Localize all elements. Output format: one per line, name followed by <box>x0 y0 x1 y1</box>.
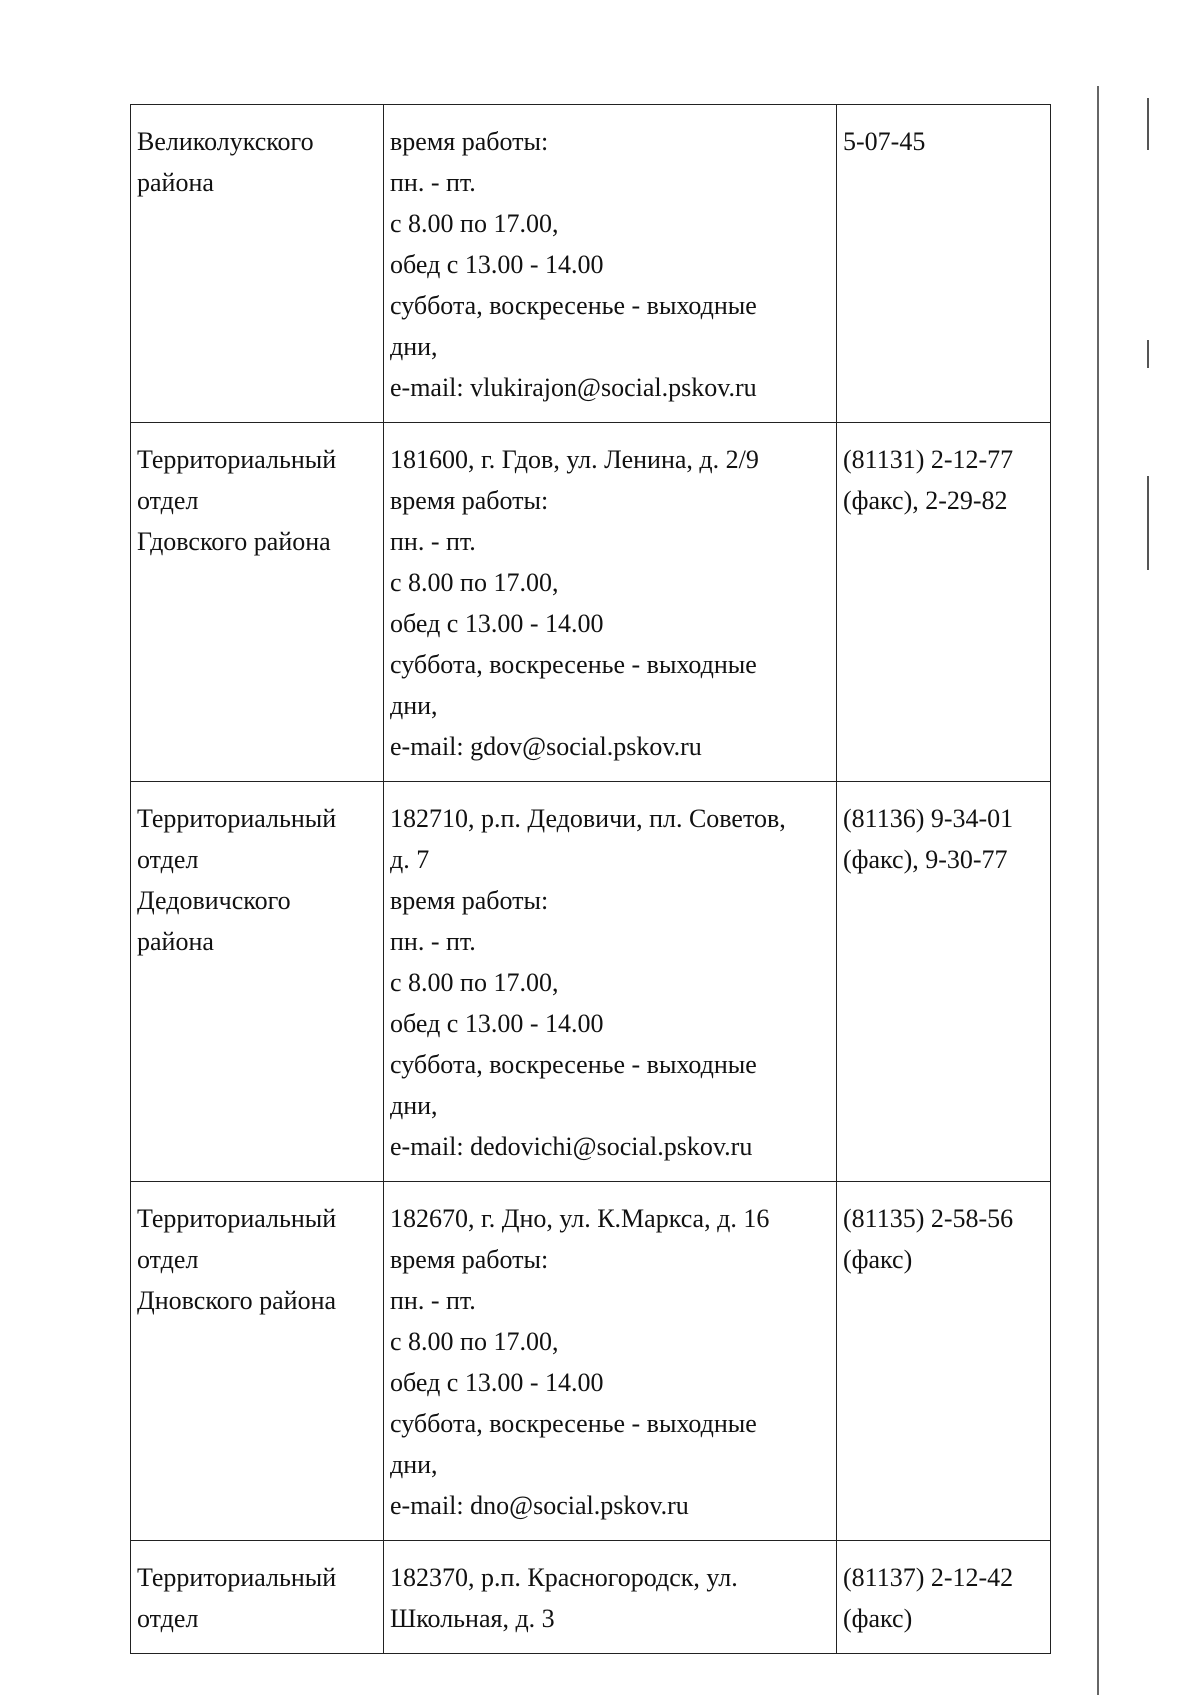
office-phone-cell <box>837 1182 1051 1541</box>
address-line: с 8.00 по 17.00, <box>390 1327 559 1356</box>
address-line: время работы: <box>390 486 549 515</box>
office-name-line: Территориальный <box>137 1204 337 1233</box>
office-name-line: отдел <box>137 1604 199 1633</box>
scan-artifact-line <box>1147 476 1149 570</box>
office-name-cell <box>131 1182 384 1541</box>
phone-line: (факс) <box>843 1604 913 1633</box>
office-phone-cell <box>837 782 1051 1182</box>
phone-line: (81135) 2-58-56 <box>843 1204 1014 1233</box>
office-name-cell <box>131 423 384 782</box>
office-name-line: Гдовского района <box>137 527 331 556</box>
office-name-line: района <box>137 927 214 956</box>
email-line: e-mail: gdov@social.pskov.ru <box>390 732 702 761</box>
office-name-line: отдел <box>137 1245 199 1274</box>
phone-line: (факс), 2-29-82 <box>843 486 1008 515</box>
address-line: пн. - пт. <box>390 927 476 956</box>
address-line: время работы: <box>390 886 549 915</box>
office-name-cell <box>131 782 384 1182</box>
address-line: обед с 13.00 - 14.00 <box>390 1009 604 1038</box>
address-line: дни, <box>390 691 438 720</box>
office-name-line: отдел <box>137 845 199 874</box>
office-phone-cell <box>837 1541 1051 1654</box>
address-line: время работы: <box>390 127 549 156</box>
office-address-cell <box>384 105 837 423</box>
office-phone-cell <box>837 423 1051 782</box>
scan-artifact-line <box>1147 340 1149 368</box>
email-line: e-mail: vlukirajon@social.pskov.ru <box>390 373 757 402</box>
email-line: e-mail: dedovichi@social.pskov.ru <box>390 1132 753 1161</box>
table-row <box>131 105 1051 423</box>
table-row <box>131 1541 1051 1654</box>
address-line: 182670, г. Дно, ул. К.Маркса, д. 16 <box>390 1204 770 1233</box>
phone-line: (81136) 9-34-01 <box>843 804 1014 833</box>
office-name-line: отдел <box>137 486 199 515</box>
office-address-cell <box>384 782 837 1182</box>
address-line: дни, <box>390 1450 438 1479</box>
office-name-line: Территориальный <box>137 1563 337 1592</box>
address-line: время работы: <box>390 1245 549 1274</box>
office-name-line: Территориальный <box>137 804 337 833</box>
table-row <box>131 782 1051 1182</box>
address-line: 181600, г. Гдов, ул. Ленина, д. 2/9 <box>390 445 759 474</box>
address-line: с 8.00 по 17.00, <box>390 568 559 597</box>
office-phone-cell <box>837 105 1051 423</box>
phone-line: 5-07-45 <box>843 127 926 156</box>
address-line: пн. - пт. <box>390 168 476 197</box>
address-line: дни, <box>390 1091 438 1120</box>
office-name-line: района <box>137 168 214 197</box>
scan-artifact-line <box>1097 86 1099 1695</box>
office-name-line: Дновского района <box>137 1286 337 1315</box>
address-line: с 8.00 по 17.00, <box>390 209 559 238</box>
address-line: суббота, воскресенье - выходные <box>390 291 757 320</box>
email-line: e-mail: dno@social.pskov.ru <box>390 1491 689 1520</box>
phone-line: (факс), 9-30-77 <box>843 845 1008 874</box>
office-address-cell <box>384 1182 837 1541</box>
offices-table <box>130 104 1051 1654</box>
office-name-line: Великолукского <box>137 127 314 156</box>
phone-line: (факс) <box>843 1245 913 1274</box>
address-line: Школьная, д. 3 <box>390 1604 555 1633</box>
address-line: 182370, р.п. Красногородск, ул. <box>390 1563 738 1592</box>
address-line: пн. - пт. <box>390 1286 476 1315</box>
address-line: пн. - пт. <box>390 527 476 556</box>
phone-line: (81137) 2-12-42 <box>843 1563 1014 1592</box>
office-name-line: Дедовичского <box>137 886 291 915</box>
address-line: обед с 13.00 - 14.00 <box>390 1368 604 1397</box>
address-line: дни, <box>390 332 438 361</box>
scan-artifact-line <box>1147 98 1149 150</box>
address-line: 182710, р.п. Дедовичи, пл. Советов, <box>390 804 786 833</box>
address-line: с 8.00 по 17.00, <box>390 968 559 997</box>
office-name-cell <box>131 105 384 423</box>
address-line: д. 7 <box>390 845 430 874</box>
phone-line: (81131) 2-12-77 <box>843 445 1014 474</box>
office-address-cell <box>384 423 837 782</box>
office-name-line: Территориальный <box>137 445 337 474</box>
table-row <box>131 423 1051 782</box>
office-address-cell <box>384 1541 837 1654</box>
office-name-cell <box>131 1541 384 1654</box>
address-line: обед с 13.00 - 14.00 <box>390 250 604 279</box>
table-row <box>131 1182 1051 1541</box>
address-line: обед с 13.00 - 14.00 <box>390 609 604 638</box>
address-line: суббота, воскресенье - выходные <box>390 1050 757 1079</box>
address-line: суббота, воскресенье - выходные <box>390 1409 757 1438</box>
address-line: суббота, воскресенье - выходные <box>390 650 757 679</box>
